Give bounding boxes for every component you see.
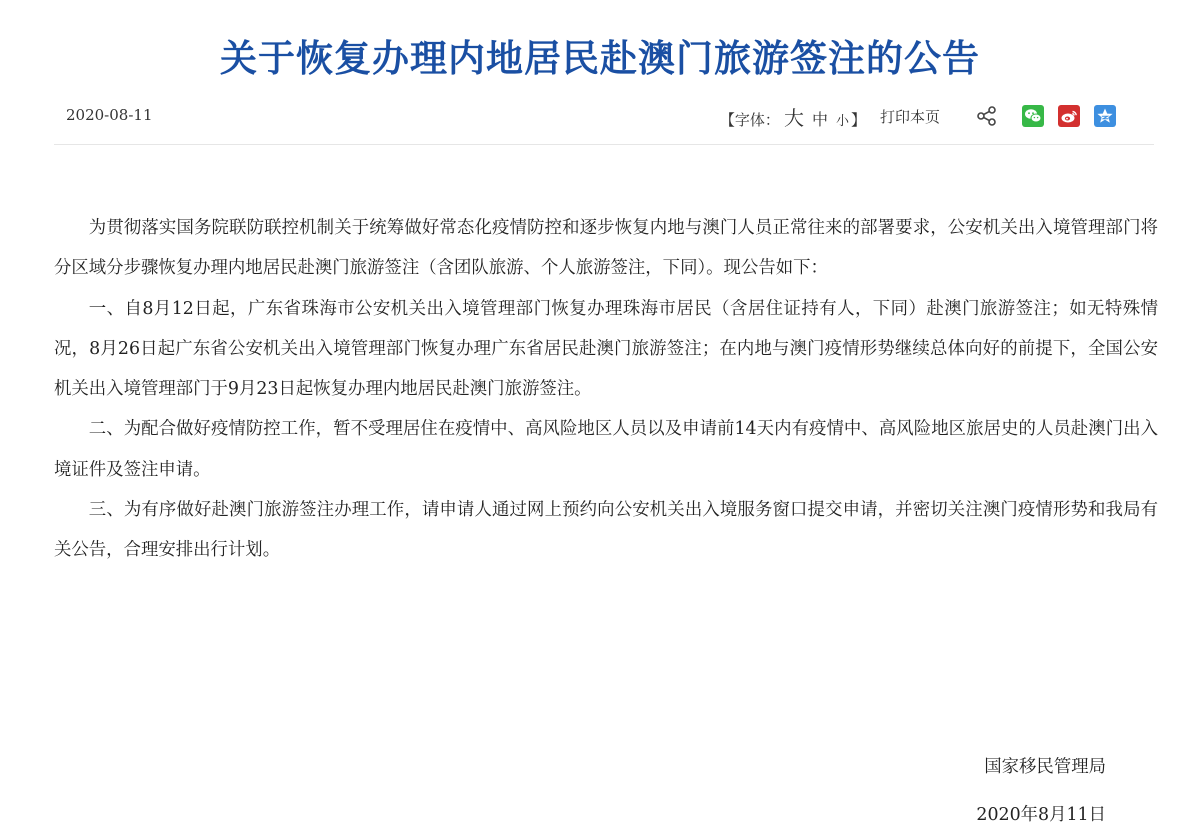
article-body [54,208,1158,571]
font-size-medium-button[interactable]: 中 [811,109,828,129]
weibo-icon[interactable] [1058,105,1080,127]
item-one-paragraph: 一、自8月12日起，广东省珠海市公安机关出入境管理部门恢复办理珠海市居民（含居住证持有人，下同）赴澳门旅游签注；如无特殊情况，8月26日起广东省公安机关出入境管理部门恢复办理广东省居民赴澳门旅游签注；在内地与澳门疫情形势继续总体向好的前提下，全国公安机关出入境管理部门于9月23日起恢复办理内地居民赴澳门旅游签注。 [54,298,1158,400]
item-three-paragraph: 三、为有序做好赴澳门旅游签注办理工作，请申请人通过网上预约向公安机关出入境服务窗口提交申请，并密切关注澳门疫情形势和我局有关公告，合理安排出行计划。 [54,500,1158,561]
print-page-link[interactable]: 打印本页 [879,107,940,126]
article-toolbar [720,100,1116,132]
issuer-signature: 国家移民管理局 [984,757,1106,777]
font-size-prefix: 【字体： [719,110,780,129]
qzone-icon[interactable] [1094,105,1116,127]
signature-date: 2020年8月11日 [976,805,1106,825]
page-title: 关于恢复办理内地居民赴澳门旅游签注的公告 [220,37,980,80]
font-size-suffix: 】 [850,110,866,129]
publish-date: 2020-08-11 [66,106,153,124]
font-size-switcher [720,102,866,131]
article-meta-bar [54,100,1154,145]
item-two-paragraph: 二、为配合做好疫情防控工作，暂不受理居住在疫情中、高风险地区人员以及申请前14天内有疫情中、高风险地区旅居史的人员赴澳门出入境证件及签注申请。 [54,419,1158,480]
wechat-icon[interactable] [1022,105,1044,127]
share-icon[interactable] [976,105,998,127]
intro-paragraph: 为贯彻落实国务院联防联控机制关于统筹做好常态化疫情防控和逐步恢复内地与澳门人员正常往来的部署要求，公安机关出入境管理部门将分区域分步骤恢复办理内地居民赴澳门旅游签注（含团队旅游、个人旅游签注，下同）。现公告如下： [54,218,1158,279]
font-size-large-button[interactable]: 大 [783,105,804,130]
font-size-small-button[interactable]: 小 [835,113,849,129]
